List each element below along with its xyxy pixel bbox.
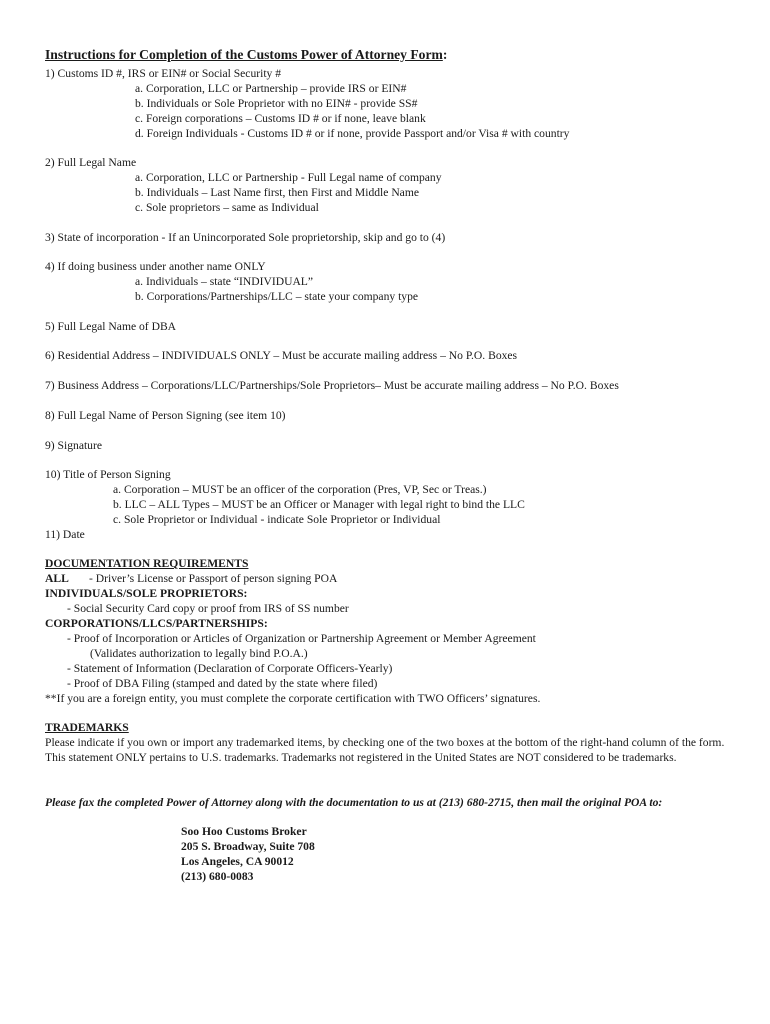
address-phone: (213) 680-0083 bbox=[181, 870, 254, 883]
item-2c: c. Sole proprietors – same as Individual bbox=[135, 201, 319, 214]
item-1c: c. Foreign corporations – Customs ID # or if none, leave blank bbox=[135, 112, 426, 125]
item-3: 3) State of incorporation - If an Unincorporated Sole proprietorship, skip and go to (4) bbox=[45, 231, 446, 244]
item-1b: b. Individuals or Sole Proprietor with no EIN# - provide SS# bbox=[135, 97, 418, 110]
item-9: 9) Signature bbox=[45, 439, 102, 452]
foreign-entity-note: **If you are a foreign entity, you must complete the corporate certification with TWO Officers’ signatures. bbox=[45, 692, 541, 705]
item-1-heading: 1) Customs ID #, IRS or EIN# or Social Security # bbox=[45, 67, 282, 80]
trademarks-text: Please indicate if you own or import any trademarked items, by checking one of the two boxes at the bottom of the right-hand column of the form. This statement ONLY pertains to U.S. trademarks. Trademarks not registered in the United States are NOT considered to be trademarks. bbox=[45, 736, 725, 764]
corporations-item: - Statement of Information (Declaration of Corporate Officers-Yearly) bbox=[67, 662, 393, 675]
item-2a: a. Corporation, LLC or Partnership - Full Legal name of company bbox=[135, 171, 442, 184]
docs-all-label: ALL bbox=[45, 572, 69, 585]
page-title bbox=[45, 47, 447, 62]
address-city: Los Angeles, CA 90012 bbox=[181, 855, 294, 868]
trademarks-heading: TRADEMARKS bbox=[45, 721, 129, 734]
address-street: 205 S. Broadway, Suite 708 bbox=[181, 840, 315, 853]
individuals-heading: INDIVIDUALS/SOLE PROPRIETORS: bbox=[45, 587, 248, 600]
docs-all-text: - Driver’s License or Passport of person signing POA bbox=[89, 572, 338, 585]
item-10c: c. Sole Proprietor or Individual - indicate Sole Proprietor or Individual bbox=[113, 513, 441, 526]
page-title-text: Instructions for Completion of the Customs Power of Attorney Form bbox=[45, 47, 443, 62]
item-11: 11) Date bbox=[45, 528, 85, 541]
corporations-item-note: (Validates authorization to legally bind P.O.A.) bbox=[90, 647, 308, 660]
item-6: 6) Residential Address – INDIVIDUALS ONLY – Must be accurate mailing address – No P.O. Boxes bbox=[45, 349, 518, 362]
address-name: Soo Hoo Customs Broker bbox=[181, 825, 307, 838]
page-title-colon: : bbox=[442, 47, 448, 62]
fax-instructions: Please fax the completed Power of Attorney along with the documentation to us at (213) 680-2715, then mail the original POA to: bbox=[45, 796, 663, 809]
corporations-heading: CORPORATIONS/LLCS/PARTNERSHIPS: bbox=[45, 617, 268, 630]
item-4-heading: 4) If doing business under another name ONLY bbox=[45, 260, 266, 273]
item-1d: d. Foreign Individuals - Customs ID # or if none, provide Passport and/or Visa # with country bbox=[135, 127, 570, 140]
individuals-item: - Social Security Card copy or proof from IRS of SS number bbox=[67, 602, 349, 615]
item-5: 5) Full Legal Name of DBA bbox=[45, 320, 177, 333]
item-8: 8) Full Legal Name of Person Signing (see item 10) bbox=[45, 409, 286, 422]
item-10-heading: 10) Title of Person Signing bbox=[45, 468, 171, 481]
item-7: 7) Business Address – Corporations/LLC/Partnerships/Sole Proprietors– Must be accurate mailing address – No P.O. Boxes bbox=[45, 379, 619, 392]
item-2-heading: 2) Full Legal Name bbox=[45, 156, 137, 169]
documentation-heading: DOCUMENTATION REQUIREMENTS bbox=[45, 557, 249, 570]
item-1a: a. Corporation, LLC or Partnership – provide IRS or EIN# bbox=[135, 82, 407, 95]
item-10b: b. LLC – ALL Types – MUST be an Officer or Manager with legal right to bind the LLC bbox=[113, 498, 525, 511]
corporations-item: - Proof of DBA Filing (stamped and dated by the state where filed) bbox=[67, 677, 378, 690]
item-2b: b. Individuals – Last Name first, then First and Middle Name bbox=[135, 186, 419, 199]
item-10a: a. Corporation – MUST be an officer of the corporation (Pres, VP, Sec or Treas.) bbox=[113, 483, 487, 496]
item-4a: a. Individuals – state “INDIVIDUAL” bbox=[135, 275, 314, 288]
corporations-item: - Proof of Incorporation or Articles of Organization or Partnership Agreement or Member Agreement bbox=[67, 632, 536, 645]
item-4b: b. Corporations/Partnerships/LLC – state your company type bbox=[135, 290, 419, 303]
